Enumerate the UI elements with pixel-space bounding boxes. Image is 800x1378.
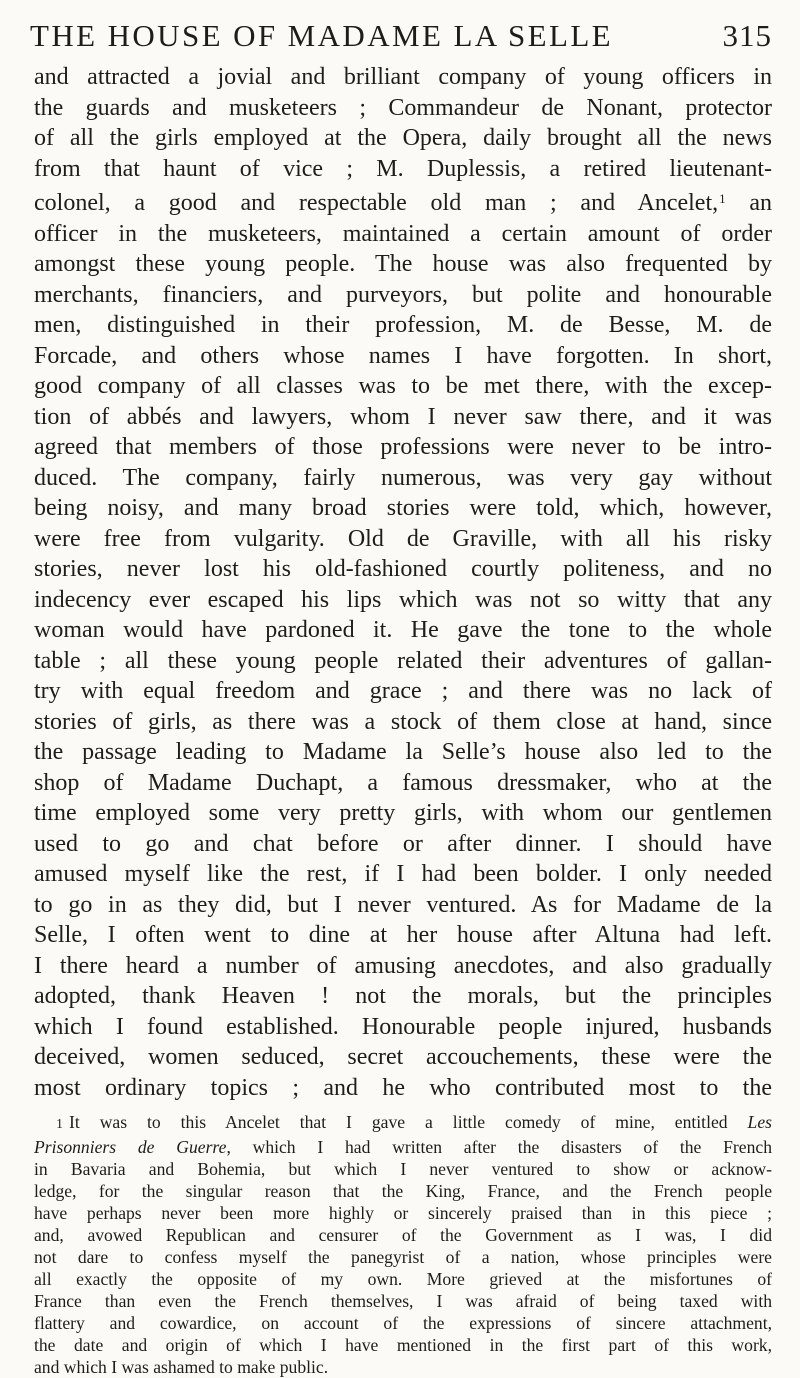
body-line: being noisy, and many broad stories were told, which, however, [34, 495, 772, 521]
footnote-line: have perhaps never been more highly or sincerely praised than in this piece ; [34, 1203, 772, 1223]
body-line: I there heard a number of amusing anecdotes, and also gradually [34, 952, 772, 979]
body-line: officer in the musketeers, maintained a certain amount of order [34, 220, 772, 247]
body-line: used to go and chat before or after dinner. I should have [34, 830, 772, 857]
book-page [30, 18, 772, 1378]
footnote-line: ledge, for the singular reason that the King, France, and the French people [34, 1181, 772, 1201]
footnote-text: , which I had written after the disasters of the French [226, 1137, 772, 1157]
footnote-line: all exactly the opposite of my own. More grieved at the misfortunes of [34, 1269, 772, 1289]
body-line: to go in as they did, but I never ventured. As for Madame de la [34, 891, 772, 918]
footnote [34, 1111, 772, 1378]
footnote-title-italic: Les [747, 1112, 772, 1132]
body-line: table ; all these young people related their adventures of gallan- [34, 647, 772, 674]
footnote-line: in Bavaria and Bohemia, but which I never ventured to show or acknow- [34, 1159, 772, 1179]
footnote-number: 1 [56, 1117, 63, 1132]
body-line-text: colonel, a good and respectable old man ; and Ancelet, [34, 190, 719, 216]
body-line: adopted, thank Heaven ! not the morals, but the principles [34, 983, 772, 1009]
body-line: good company of all classes was to be met there, with the excep- [34, 373, 772, 399]
body-line: most ordinary topics ; and he who contributed most to the [34, 1074, 772, 1101]
body-line: tion of abbés and lawyers, whom I never saw there, and it was [34, 403, 772, 430]
footnote-line [34, 1111, 772, 1136]
running-header [30, 18, 772, 54]
body-line: try with equal freedom and grace ; and there was no lack of [34, 678, 772, 704]
body-line: were free from vulgarity. Old de Graville, with all his risky [34, 525, 772, 552]
body-line: woman would have pardoned it. He gave the tone to the whole [34, 617, 772, 643]
footnote-text: It was to this Ancelet that I gave a little comedy of mine, entitled [69, 1112, 728, 1132]
body-line: stories of girls, as there was a stock of them close at hand, since [34, 708, 772, 735]
body-line: amused myself like the rest, if I had been bolder. I only needed [34, 861, 772, 887]
body-line: men, distinguished in their profession, M. de Besse, M. de [34, 312, 772, 338]
body-line: amongst these young people. The house was also frequented by [34, 251, 772, 277]
body-text [34, 62, 772, 1103]
body-line: indecency ever escaped his lips which was not so witty that any [34, 586, 772, 613]
body-line: of all the girls employed at the Opera, daily brought all the news [34, 125, 772, 151]
running-title: THE HOUSE OF MADAME LA SELLE [30, 18, 613, 53]
body-line: the passage leading to Madame la Selle’s house also led to the [34, 739, 772, 765]
body-line-with-footnote [34, 184, 772, 219]
footnote-line: and, avowed Republican and censurer of the Government as I was, I did [34, 1225, 772, 1245]
body-line: duced. The company, fairly numerous, was very gay without [34, 464, 772, 491]
body-line: time employed some very pretty girls, with whom our gentlemen [34, 800, 772, 826]
body-line: Selle, I often went to dine at her house after Altuna had left. [34, 922, 772, 948]
body-line: stories, never lost his old-fashioned courtly politeness, and no [34, 556, 772, 582]
body-line: the guards and musketeers ; Commandeur de Nonant, protector [34, 94, 772, 121]
footnote-line: flattery and cowardice, on account of the expressions of sincere attachment, [34, 1313, 772, 1333]
footnote-title-italic: Prisonniers de Guerre [34, 1137, 227, 1157]
body-line: from that haunt of vice ; M. Duplessis, a retired lieutenant- [34, 155, 772, 182]
body-line: deceived, women seduced, secret accouchements, these were the [34, 1044, 772, 1070]
footnote-reference[interactable]: 1 [719, 191, 726, 206]
body-line: agreed that members of those professions were never to be intro- [34, 434, 772, 460]
page-number: 315 [722, 18, 772, 53]
body-line: shop of Madame Duchapt, a famous dressmaker, who at the [34, 769, 772, 796]
footnote-line: the date and origin of which I have mentioned in the first part of this work, [34, 1335, 772, 1355]
footnote-line: not dare to confess myself the panegyrist of a nation, whose principles were [34, 1247, 772, 1267]
footnote-line [34, 1136, 772, 1158]
body-line: which I found established. Honourable people injured, husbands [34, 1013, 772, 1040]
body-line: and attracted a jovial and brilliant company of young officers in [34, 64, 772, 90]
body-line: merchants, financiers, and purveyors, but polite and honourable [34, 281, 772, 308]
body-line: Forcade, and others whose names I have forgotten. In short, [34, 342, 772, 369]
body-line-tail: an [749, 190, 773, 216]
footnote-line: and which I was ashamed to make public. [34, 1357, 329, 1377]
footnote-line: France than even the French themselves, I was afraid of being taxed with [34, 1291, 772, 1311]
